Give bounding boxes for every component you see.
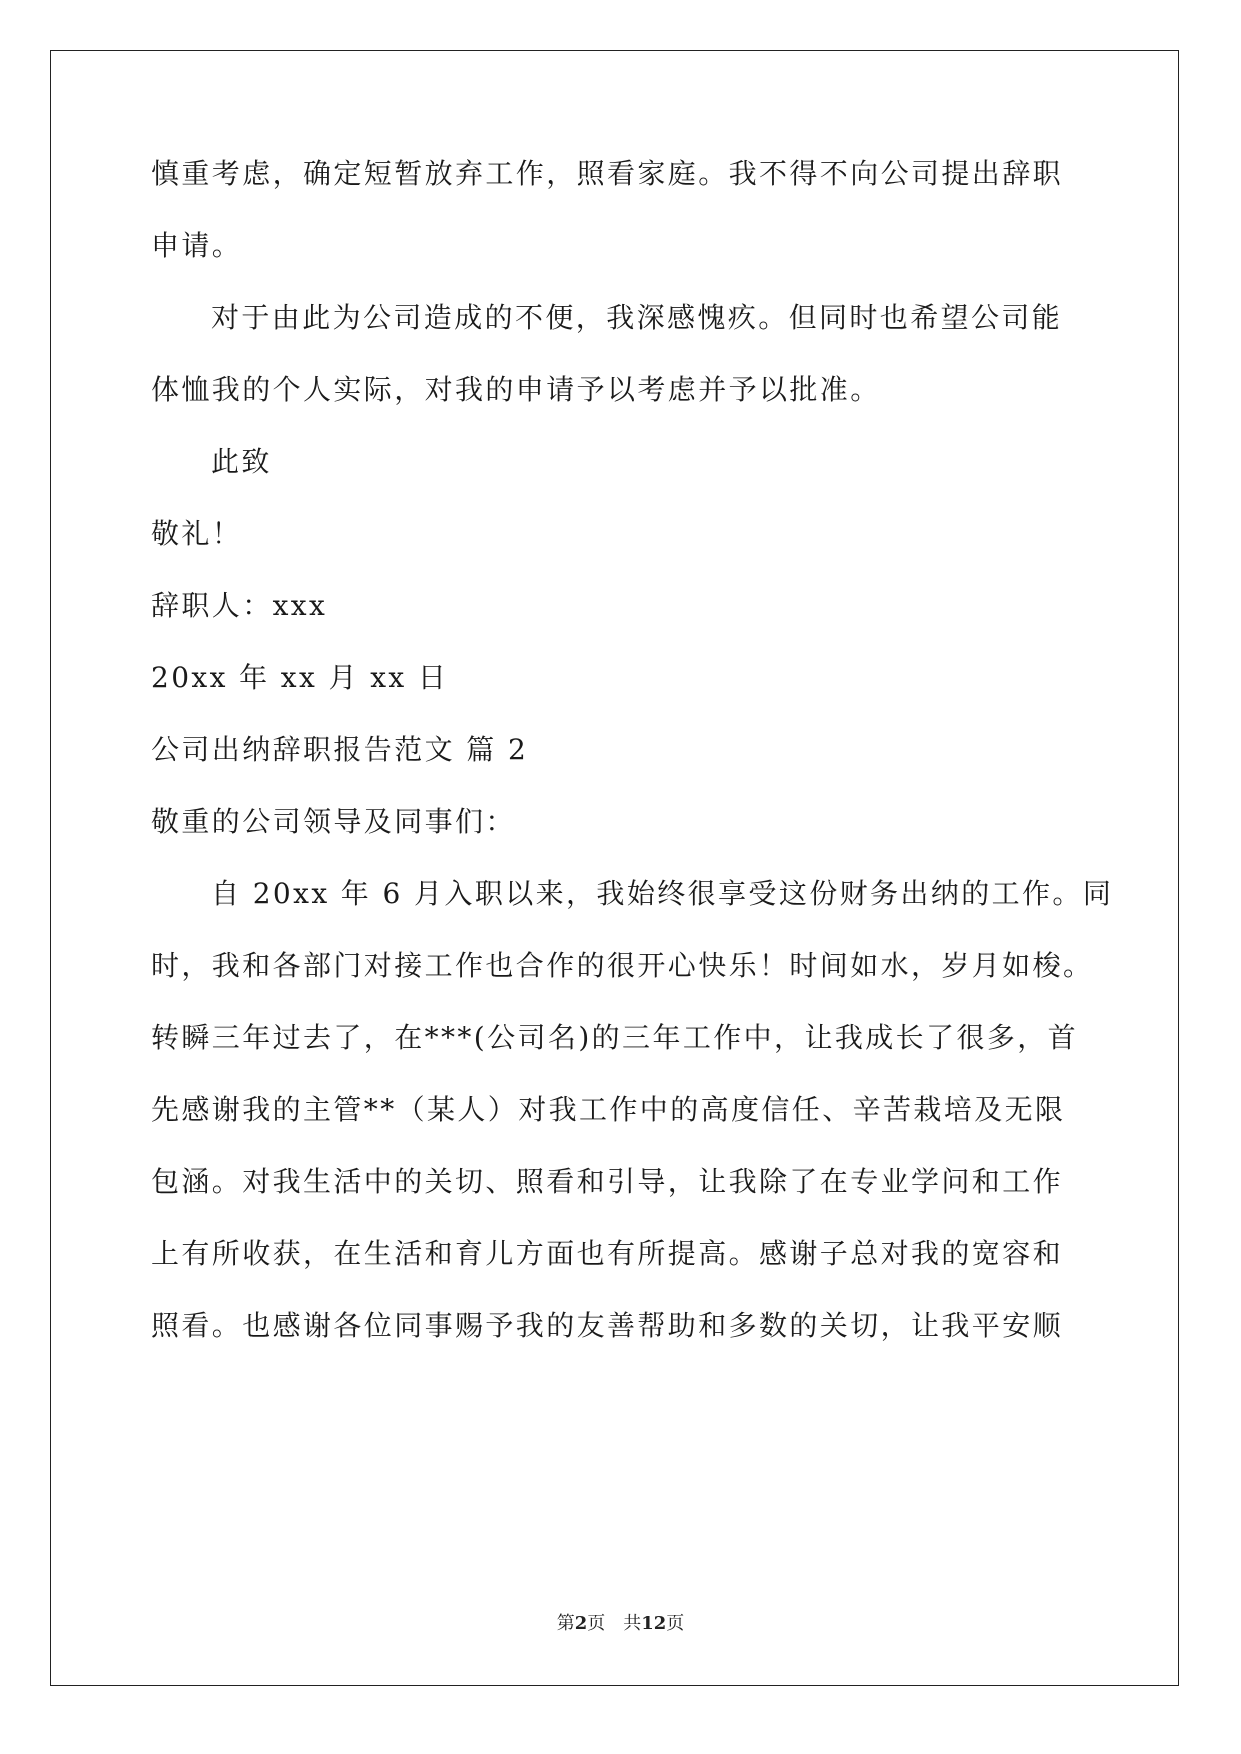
text-line: 上有所收获，在生活和育儿方面也有所提高。感谢子总对我的宽容和 (151, 1237, 1064, 1270)
text-line: 体恤我的个人实际，对我的申请予以考虑并予以批准。 (151, 373, 881, 406)
text-line: 慎重考虑，确定短暂放弃工作，照看家庭。我不得不向公司提出辞职 (151, 157, 1064, 190)
page-footer (0, 1612, 1241, 1636)
text-line: 对于由此为公司造成的不便，我深感愧疚。但同时也希望公司能 (211, 301, 1063, 334)
text-line: 时，我和各部门对接工作也合作的很开心快乐！时间如水，岁月如梭。 (151, 949, 1094, 982)
text-line: 申请。 (151, 229, 243, 262)
current-page-number: 2 (574, 1613, 588, 1634)
salutation: 敬重的公司领导及同事们： (151, 805, 516, 838)
text-line: 敬礼！ (151, 517, 243, 550)
footer-suffix: 页 (666, 1613, 685, 1634)
text-line: 20xx 年 xx 月 xx 日 (151, 661, 449, 694)
footer-prefix: 第 (556, 1613, 575, 1634)
text-line: 自 20xx 年 6 月入职以来，我始终很享受这份财务出纳的工作。同 (211, 877, 1114, 910)
text-line: 照看。也感谢各位同事赐予我的友善帮助和多数的关切，让我平安顺 (151, 1309, 1064, 1342)
text-line: 包涵。对我生活中的关切、照看和引导，让我除了在专业学问和工作 (151, 1165, 1064, 1198)
section-heading: 公司出纳辞职报告范文 篇 2 (151, 733, 529, 766)
footer-middle: 页 共 (587, 1613, 642, 1634)
text-line: 辞职人：xxx (151, 589, 328, 622)
page-border (50, 50, 1179, 1686)
text-line: 此致 (211, 445, 272, 478)
text-line: 先感谢我的主管**（某人）对我工作中的高度信任、辛苦栽培及无限 (151, 1093, 1066, 1126)
text-line: 转瞬三年过去了，在***(公司名)的三年工作中，让我成长了很多，首 (151, 1021, 1079, 1054)
total-pages-number: 12 (641, 1613, 667, 1634)
